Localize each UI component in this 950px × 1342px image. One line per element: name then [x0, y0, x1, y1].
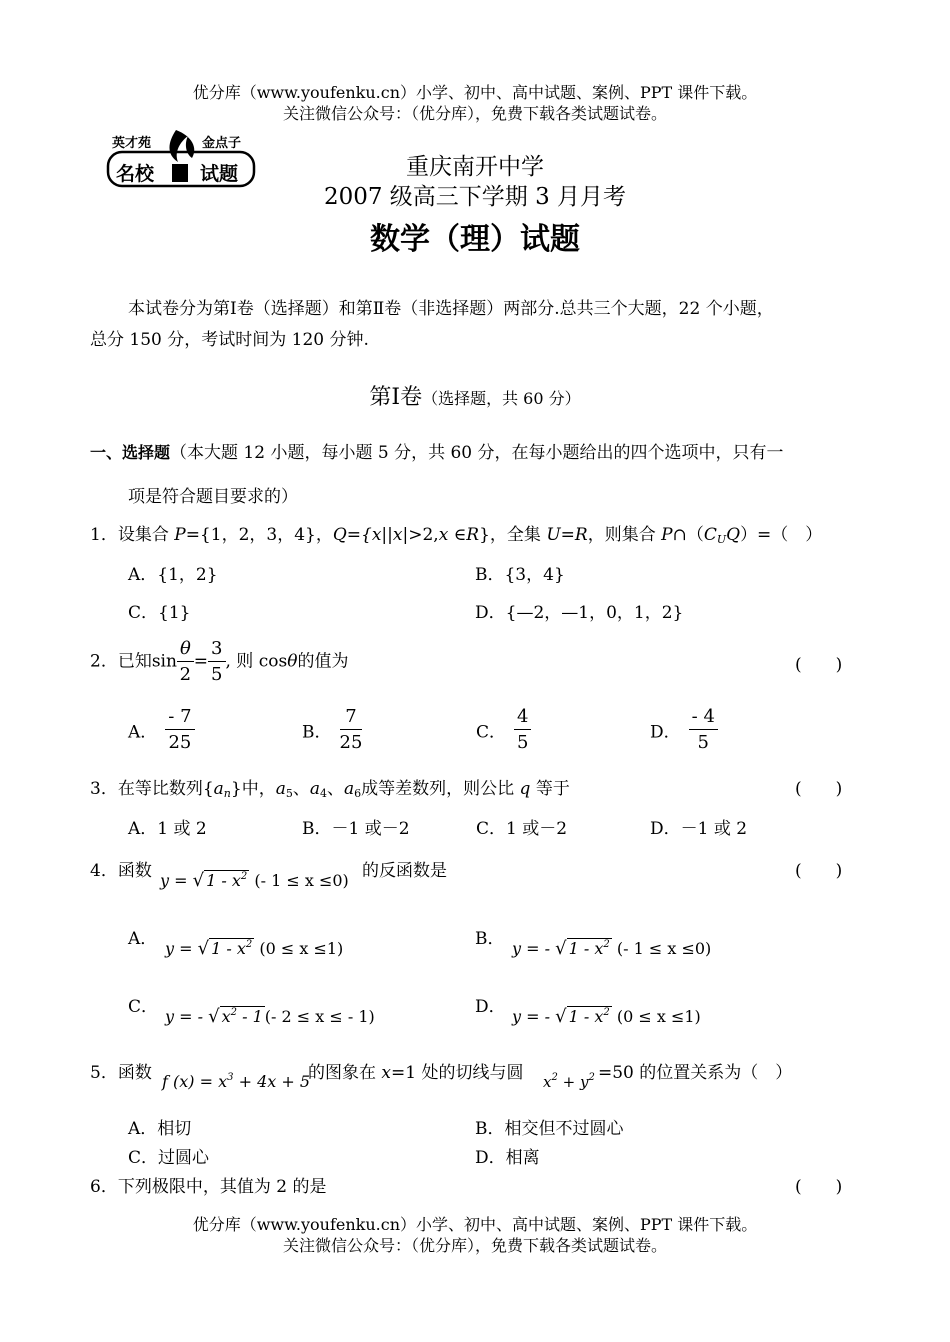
logo-text-bottom-left: 名校: [116, 163, 155, 185]
q4-option-c-expr: [165, 1006, 375, 1027]
frac-den: 25: [168, 732, 192, 753]
math-part: (0 ≤ x ≤1): [611, 1007, 701, 1026]
q-var: P: [661, 525, 673, 545]
math-part: + 4x + 5: [233, 1072, 311, 1091]
option-label: C．: [476, 722, 507, 743]
math-part: (- 1 ≤ x ≤0): [249, 871, 349, 890]
q-text: ，则集合: [587, 525, 662, 545]
answer-paren: ( ): [795, 779, 843, 799]
q5-function-expr: [162, 1072, 310, 1091]
frac-num: - 4: [689, 708, 718, 730]
sqrt-body: [567, 1006, 612, 1026]
answer-paren: ( ): [795, 655, 843, 675]
option-label: A．: [128, 722, 158, 743]
q-subscript: n: [223, 787, 231, 800]
q-text: 已知: [117, 651, 152, 672]
q5-text-end: =50 的位置关系为（ ）: [598, 1063, 793, 1083]
question-6: [90, 1172, 326, 1197]
q3-option-c[interactable]: C．1 或－2: [476, 819, 568, 839]
frac-den: 2: [179, 664, 192, 685]
q-var: a: [213, 779, 224, 799]
q-var: x: [392, 525, 403, 545]
q-text: |>2,: [402, 525, 439, 545]
footer-line-1: 优分库（www.youfenku.cn）小学、初中、高中试题、案例、PPT 课件下载。: [192, 1215, 758, 1234]
q-var: x: [381, 1063, 391, 1083]
math-part: y = -: [512, 1007, 556, 1026]
sqrt-body: [209, 938, 254, 958]
q-text: 函数: [117, 1063, 152, 1083]
exponent: 2: [240, 871, 248, 882]
question-3: [90, 774, 570, 800]
q1-option-d[interactable]: D．{—2，—1，0，1，2}: [475, 603, 684, 623]
q-text: , 则 cos: [225, 651, 288, 672]
logo-text-bottom-right: 试题: [200, 163, 239, 185]
q-number: 1．: [90, 525, 118, 545]
frac-den: 25: [339, 732, 363, 753]
q-number: 5．: [90, 1063, 118, 1083]
q-text: 、: [292, 779, 310, 799]
q2-three-fifths: [208, 640, 225, 684]
q-var: Q: [726, 525, 741, 545]
q-text: ={1，2，3，4}，: [185, 525, 333, 545]
exponent: 2: [551, 1072, 558, 1083]
q-var: x: [371, 525, 382, 545]
section-desc-2: 项是符合题目要求的）: [128, 487, 298, 507]
math-part: 1 - x: [206, 871, 241, 890]
math-part: y = -: [165, 1007, 209, 1026]
question-1: [90, 520, 822, 546]
q5-option-a[interactable]: A．相切: [128, 1119, 192, 1139]
q2-option-b[interactable]: [302, 708, 362, 752]
q3-option-d[interactable]: D．－1 或 2: [650, 819, 748, 839]
question-4-lead: [90, 856, 152, 881]
q-var: R: [574, 525, 588, 545]
option-label: D．: [650, 722, 681, 743]
q-subscript: 6: [354, 787, 362, 800]
q4-option-c-label[interactable]: C．: [128, 997, 159, 1017]
sqrt-sign: √: [197, 938, 210, 959]
q5-option-c[interactable]: C．过圆心: [128, 1148, 210, 1168]
q4-option-b-label[interactable]: B．: [475, 929, 505, 949]
option-label: B．: [302, 722, 332, 743]
q4-option-d-expr: [512, 1006, 701, 1027]
q3-option-b[interactable]: B．－1 或－2: [302, 819, 410, 839]
frac-num: - 7: [165, 708, 194, 730]
q-text: 成等差数列，则公比: [361, 779, 520, 799]
frac-den: 5: [697, 732, 709, 753]
intro-line-1: 本试卷分为第Ⅰ卷（选择题）和第Ⅱ卷（非选择题）两部分.总共三个大题，22 个小题，: [128, 299, 774, 319]
answer-paren: ( ): [795, 1177, 843, 1197]
q-text: 的图象在: [308, 1063, 382, 1083]
sqrt-body: [220, 1006, 265, 1026]
q4-option-d-label[interactable]: D．: [475, 997, 506, 1017]
q-subscript: U: [716, 533, 727, 546]
q2-theta-half: [177, 640, 194, 684]
sqrt-sign: √: [555, 1006, 567, 1027]
q-text: ∩（: [672, 525, 704, 545]
frac-den: 5: [517, 732, 529, 753]
frac-num: θ: [177, 640, 194, 662]
frac-num: 3: [208, 640, 225, 662]
q1-option-c[interactable]: C．{1}: [128, 603, 191, 623]
section-label: 一、选择题: [90, 443, 171, 462]
q-text: =1 处的切线与圆: [391, 1063, 524, 1083]
q2-option-c[interactable]: [476, 708, 531, 752]
q-text: 在等比数列{: [117, 779, 214, 799]
q-text: 等于: [530, 779, 570, 799]
math-part: (- 1 ≤ x ≤0): [611, 939, 712, 958]
q-text: 下列极限中，其值为 2 的是: [117, 1177, 327, 1197]
q5-option-b[interactable]: B．相交但不过圆心: [475, 1119, 624, 1139]
exponent: 2: [603, 939, 610, 950]
q-number: 6．: [90, 1177, 118, 1197]
q-number: 2．: [90, 651, 118, 672]
math-part: - 1: [237, 1007, 263, 1026]
q5-option-d[interactable]: D．相离: [475, 1148, 540, 1168]
q2-option-d[interactable]: [650, 708, 718, 752]
question-5-lead: [90, 1058, 152, 1083]
math-part: 1 - x: [568, 1007, 604, 1026]
exam-name: 2007 级高三下学期 3 月月考: [323, 184, 627, 210]
q2-option-a[interactable]: [128, 708, 195, 752]
part-note: （选择题，共 60 分）: [422, 389, 581, 408]
math-part: y = -: [512, 939, 556, 958]
q-var: a: [275, 779, 286, 799]
intro-line-2: 总分 150 分，考试时间为 120 分钟.: [90, 330, 369, 350]
frac-den: 5: [211, 664, 223, 685]
q-text: 的值为: [297, 651, 349, 672]
q-text: }中，: [230, 779, 276, 799]
section-desc-1: （本大题 12 小题，每小题 5 分，共 60 分，在每小题给出的四个选项中，只有一: [170, 443, 784, 463]
option-fraction: [340, 708, 363, 752]
logo-text-top-left: 英才苑: [112, 136, 152, 151]
q-var: θ: [287, 651, 298, 672]
q-text: ={: [346, 525, 372, 545]
sqrt-body: [567, 938, 612, 958]
q-number: 4．: [90, 861, 118, 881]
question-2: [90, 640, 348, 684]
q-text: ||: [381, 525, 393, 545]
q-var: C: [703, 525, 717, 545]
q-subscript: 5: [285, 787, 293, 800]
q-text: sin: [151, 651, 177, 672]
q-text: 、: [327, 779, 344, 799]
q5-circle-expr: [543, 1072, 595, 1091]
q4-option-a-label[interactable]: A．: [128, 929, 158, 949]
q-var: P: [174, 525, 186, 545]
footer-line-2: 关注微信公众号：（优分库），免费下载各类试题试卷。: [282, 1236, 667, 1255]
q3-option-a[interactable]: A．1 或 2: [128, 819, 207, 839]
math-part: y =: [160, 871, 193, 890]
page-title: 数学（理）试题: [370, 222, 580, 257]
math-part: x: [543, 1073, 552, 1091]
math-part: (- 2 ≤ x ≤ - 1): [264, 1007, 375, 1026]
q-var: Q: [332, 525, 347, 545]
q5-text: [308, 1058, 523, 1083]
exponent: 2: [230, 1007, 237, 1018]
q-var: x: [438, 525, 449, 545]
q-text: =: [560, 525, 575, 545]
header-line-2: 关注微信公众号：（优分库），免费下载各类试题试卷。: [282, 104, 667, 123]
math-part: 1 - x: [568, 939, 604, 958]
q4-option-b-expr: [512, 938, 711, 959]
option-fraction: [689, 708, 718, 752]
q4-text: 的反函数是: [362, 861, 447, 881]
q-text: 设集合: [117, 525, 175, 545]
q-subscript: 4: [320, 787, 327, 800]
q-text: ∈: [448, 525, 467, 545]
math-part: y =: [165, 939, 198, 958]
sqrt-sign: √: [208, 1006, 220, 1027]
sqrt-body: [204, 870, 249, 890]
q4-expression: [160, 870, 349, 891]
sqrt-sign: √: [555, 938, 567, 959]
math-part: f (x) = x: [162, 1072, 228, 1091]
q-var: U: [546, 525, 561, 545]
logo-text-top-right: 金点子: [202, 136, 242, 151]
frac-num: 7: [340, 708, 363, 730]
header-line-1: 优分库（www.youfenku.cn）小学、初中、高中试题、案例、PPT 课件下载。: [192, 83, 758, 102]
answer-paren: ( ): [795, 861, 843, 881]
sqrt-sign: √: [192, 870, 205, 891]
exponent: 3: [227, 1072, 234, 1083]
math-part: 1 - x: [211, 939, 246, 958]
frac-num: 4: [514, 708, 531, 730]
exponent: 2: [603, 1007, 610, 1018]
q1-option-b[interactable]: B．{3，4}: [475, 565, 565, 585]
q-number: 3．: [90, 779, 118, 799]
q4-option-a-expr: [165, 938, 343, 959]
q-var: a: [309, 779, 320, 799]
exponent: 2: [588, 1072, 595, 1083]
q-text: 函数: [117, 861, 152, 881]
q-text: ）=（ ）: [740, 525, 823, 545]
school-name: 重庆南开中学: [406, 154, 544, 180]
q-var: R: [466, 525, 480, 545]
q-var: q: [519, 779, 531, 799]
q1-option-a[interactable]: A．{1，2}: [128, 565, 218, 585]
math-part: x: [221, 1007, 231, 1026]
option-fraction: [514, 708, 531, 752]
exponent: 2: [245, 939, 253, 950]
option-fraction: [165, 708, 194, 752]
q-var: a: [344, 779, 355, 799]
q-text: }，全集: [479, 525, 547, 545]
part-heading: 第Ⅰ卷: [369, 385, 423, 410]
q-text: =: [193, 651, 209, 672]
math-part: + y: [557, 1073, 589, 1091]
math-part: (0 ≤ x ≤1): [254, 939, 344, 958]
